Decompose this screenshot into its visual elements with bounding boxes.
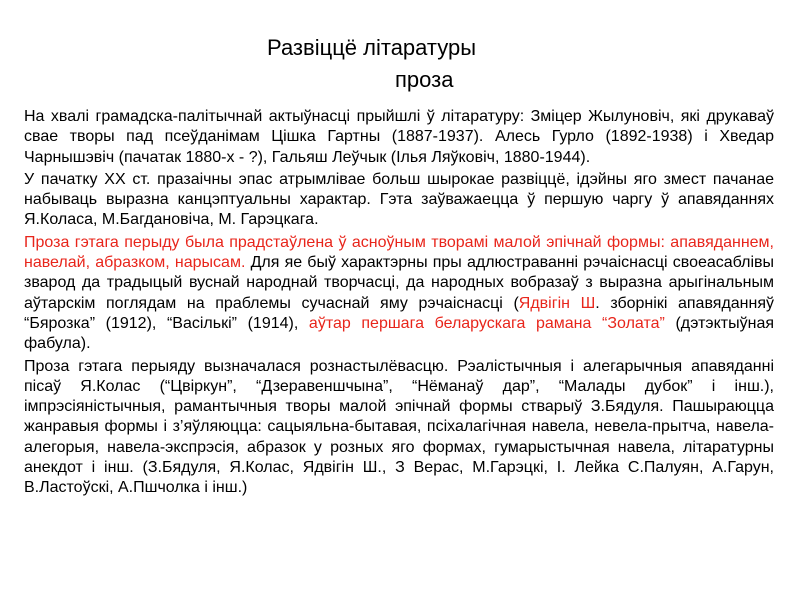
highlight-author-name: Ядвігін Ш [518,294,596,312]
paragraph-3-text-b: . зборнікі апавяданняў “Бярозка” (1912), “Васількі” (1914), [24,294,775,332]
paragraph-3-text-a: Для яе быў характэрны пры адлюстраванні рэчаіснасці своеасаблівы зварод да традыцый вуснай народнай творчасці, да народных вобразаў з выразна арыгінальным аўтарскім поглядам на праблемы сучаснай яму рэчаіснасці ( [24,254,774,312]
slide-title: Развіццё літаратуры [267,35,477,60]
paragraph-3-text-c: (дэтэктыўная фабула). [24,314,775,353]
paragraph-3 [24,233,774,355]
paragraph-2-text: У пачатку XX ст. празаічны эпас атрымлівае больш шырокае развіццё, ідэйны яго змест пачанае набываць выразна канцэптуальны характар. Гэта заўважаецца ў першую чаргу ў апавяданнях Я.Коласа, М.Багдановіча, М. Гарэцкага. [24,170,774,229]
slide-subtitle: проза [395,67,454,92]
highlight-first-novel: аўтар першага беларускага рамана “Золата” [308,314,665,332]
slide-body [24,107,774,501]
paragraph-2 [24,170,774,231]
paragraph-4 [24,357,774,499]
paragraph-1-text: На хвалі грамадска-палітычнай актыўнасці прыйшлі ў літаратуру: Зміцер Жылуновіч, які друкаваў свае творы пад псеўданімам Цішка Гартны (1887-1937). Алесь Гурло (1892-1938) і Хведар Чарнышэвіч (пачатак 1880-х - ?), Гальяш Леўчык (Ілья Ляўковіч, 1880-1944). [24,108,774,166]
highlight-prose-forms: Проза гэтага перыду была прадстаўлена ў асноўным творамі малой эпічнай формы: апавяданнем, навелай, абразком, нарысам. [24,233,774,272]
paragraph-1 [24,107,774,168]
paragraph-4-text: Проза гэтага перыяду вызначалася рознастылёвасцю. Рэалістычныя і алегарычныя апавяданні пісаў Я.Колас (“Цвіркун”, “Дзеравеншчына”, “Нёманаў дар”, “Малады дубок” і інш.), імпрэсіяністычныя, рамантычныя творы малой эпічнай формы стварыў З.Бядуля. Пашыраюцца жанравыя формы і з’яўляюцца: сацыяльна-бытавая, псіхалагічная навела, невела-прытча, навела-алегорыя, навела-экспрэсія, абразок у розных яго формах, гумарыстычная навела, літаратурны анекдот і інш. (З.Бядуля, Я.Колас, Ядвігін Ш., З Верас, М.Гарэцкі, І. Лейка С.Палуян, А.Гарун, В.Ластоўскі, А.Пшчолка і інш.) [24,357,774,497]
